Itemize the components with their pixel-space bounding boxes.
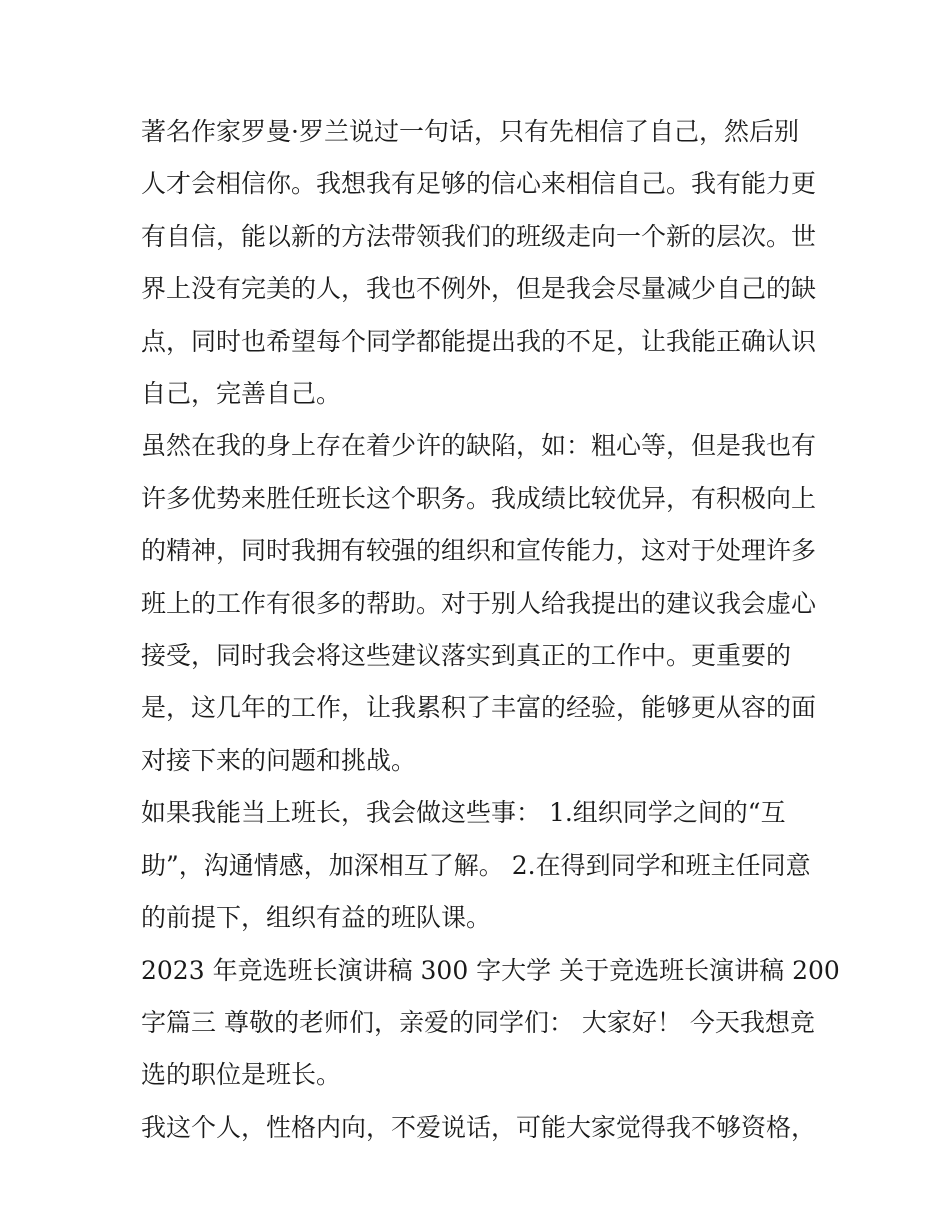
text-line: 有自信，能以新的方法带领我们的班级走向一个新的层次。世	[141, 221, 817, 251]
paragraph-1	[141, 106, 817, 420]
text-line: 助”，沟通情感，加深相互了解。 2.在得到同学和班主任同意	[141, 850, 811, 880]
text-line: 是，这几年的工作，让我累积了丰富的经验，能够更从容的面	[141, 693, 817, 723]
text-line: 班上的工作有很多的帮助。对于别人给我提出的建议我会虚心	[141, 588, 817, 618]
text-line: 界上没有完美的人，我也不例外，但是我会尽量减少自己的缺	[141, 274, 817, 304]
paragraph-2	[141, 420, 817, 787]
paragraph-3	[141, 787, 813, 944]
paragraph-4	[141, 945, 840, 1102]
text-line: 的前提下，组织有益的班队课。	[141, 903, 492, 933]
text-line: 字篇三 尊敬的老师们，亲爱的同学们： 大家好！ 今天我想竞	[141, 1007, 815, 1037]
text-line: 选的职位是班长。	[141, 1060, 342, 1090]
text-line: 点，同时也希望每个同学都能提出我的不足，让我能正确认识	[141, 326, 817, 356]
text-line: 著名作家罗曼·罗兰说过一句话，只有先相信了自己，然后别	[141, 117, 799, 146]
text-line: 我这个人，性格内向，不爱说话，可能大家觉得我不够资格，	[141, 1112, 817, 1142]
text-line: 接受，同时我会将这些建议落实到真正的工作中。更重要的	[141, 641, 792, 671]
text-line: 自己，完善自己。	[141, 379, 342, 409]
text-line: 2023 年竞选班长演讲稿 300 字大学 关于竞选班长演讲稿 200	[141, 955, 840, 985]
text-line: 虽然在我的身上存在着少许的缺陷，如：粗心等，但是我也有	[141, 431, 817, 461]
text-line: 如果我能当上班长，我会做这些事： 1.组织同学之间的“互	[141, 798, 786, 828]
paragraph-5	[141, 1102, 817, 1154]
text-line: 的精神，同时我拥有较强的组织和宣传能力，这对于处理许多	[141, 536, 817, 566]
document-body	[141, 106, 840, 1154]
text-line: 对接下来的问题和挑战。	[141, 745, 417, 775]
text-line: 人才会相信你。我想我有足够的信心来相信自己。我有能力更	[141, 169, 817, 199]
text-line: 许多优势来胜任班长这个职务。我成绩比较优异，有积极向上	[141, 483, 817, 513]
